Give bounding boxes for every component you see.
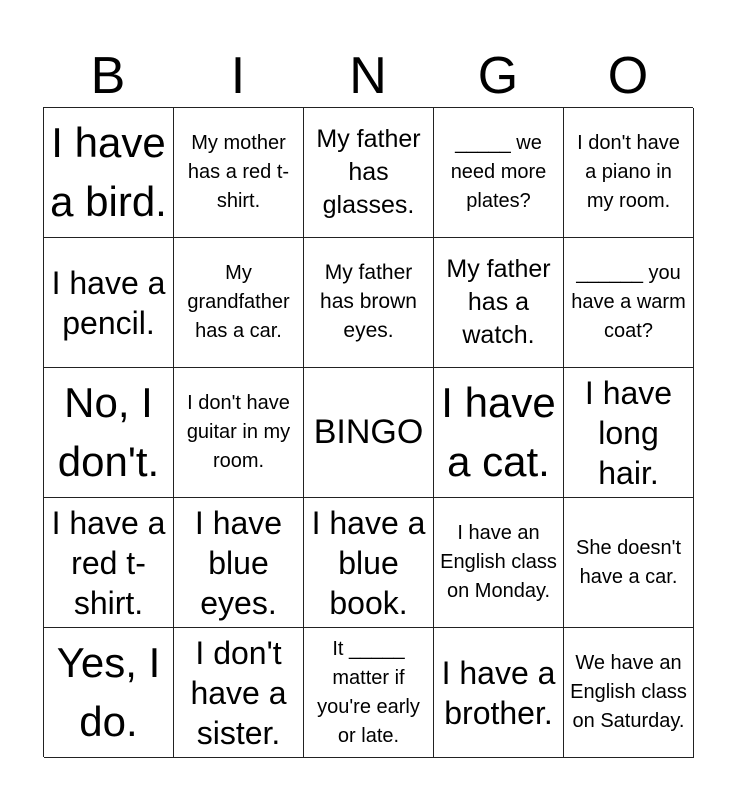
cell-text: It _____ matter if you're early or late. [317,637,420,747]
bingo-cell[interactable] [174,368,304,498]
cell-text: I have a brother. [441,654,556,731]
bingo-cell[interactable] [304,628,434,758]
bingo-cell[interactable] [434,238,564,368]
bingo-cell[interactable] [44,368,174,498]
cell-text: My grandfather has a car. [187,262,290,342]
bingo-cell[interactable] [174,498,304,628]
cell-text: _____ we need more plates? [450,132,547,212]
cell-text: She doesn't have a car. [575,536,681,588]
header-letter-g: G [477,47,519,105]
bingo-cell[interactable] [564,498,694,628]
cell-text: I have a cat. [441,378,556,485]
cell-text: My mother has a red t-shirt. [187,132,290,212]
cell-text: I have long hair. [584,374,673,491]
cell-text: I don't have guitar in my room. [186,392,291,472]
bingo-cell[interactable] [44,498,174,628]
bingo-cell[interactable] [174,108,304,238]
bingo-board [43,107,693,757]
bingo-cell[interactable] [564,238,694,368]
bingo-cell[interactable] [44,628,174,758]
cell-text: I have a blue book. [311,504,426,621]
cell-text: ______ you have a warm coat? [571,262,686,342]
bingo-cell[interactable] [434,498,564,628]
bingo-cell[interactable] [174,238,304,368]
cell-text: I have a pencil. [51,264,166,341]
cell-text: I have a red t-shirt. [51,504,166,621]
cell-text: I have an English class on Monday. [440,522,557,602]
bingo-cell[interactable] [564,628,694,758]
bingo-cell[interactable] [564,108,694,238]
bingo-cell[interactable] [304,238,434,368]
header-letter-b: B [90,47,126,105]
cell-text: We have an English class on Saturday. [570,652,687,732]
bingo-cell[interactable] [174,628,304,758]
bingo-cell[interactable] [304,108,434,238]
cell-text: I have blue eyes. [194,504,283,621]
bingo-cell[interactable] [434,368,564,498]
bingo-cell[interactable] [434,628,564,758]
header-letter-n: N [349,47,387,105]
header-letter-i: I [230,47,246,105]
bingo-free-space[interactable] [304,368,434,498]
cell-text: I don't have a piano in my room. [577,132,680,212]
bingo-header [43,44,693,108]
cell-text: My father has glasses. [316,125,421,219]
cell-text: No, I don't. [57,378,160,485]
free-space-label: BINGO [313,413,424,452]
bingo-cell[interactable] [304,498,434,628]
bingo-cell[interactable] [44,238,174,368]
cell-text: I don't have a sister. [190,634,287,751]
bingo-cell[interactable] [434,108,564,238]
cell-text: My father has brown eyes. [320,261,417,342]
cell-text: My father has a watch. [446,255,551,349]
cell-text: Yes, I do. [56,638,161,745]
bingo-cell[interactable] [44,108,174,238]
bingo-cell[interactable] [564,368,694,498]
cell-text: I have a bird. [50,118,167,225]
header-letter-o: O [607,47,649,105]
